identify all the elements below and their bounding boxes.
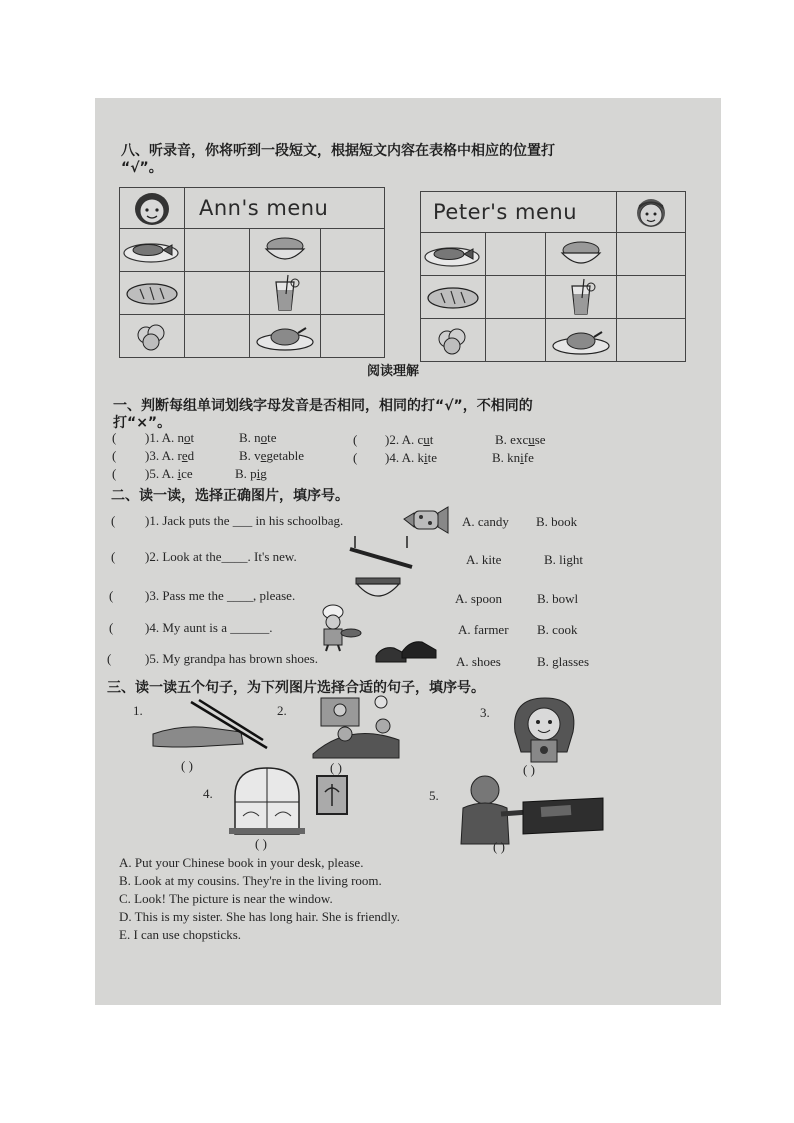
juice-glass-icon: [546, 276, 616, 318]
vegetable-icon: [421, 319, 485, 361]
part1-instruction-line1: 一、判断每组单词划线字母发音是否相同，相同的打“√”，不相同的: [113, 398, 533, 414]
fish-plate-icon: [120, 229, 184, 271]
question-2-1: )1. Jack puts the ___ in his schoolbag.: [145, 513, 344, 528]
rice-bowl-icon: [250, 229, 320, 271]
answer-paren[interactable]: (: [112, 466, 117, 481]
answer-paren[interactable]: (: [109, 620, 114, 635]
peter-avatar-cell: [617, 192, 686, 233]
section8-instruction-line2: “√”。: [121, 160, 163, 176]
answer-blank-1[interactable]: ( ): [181, 758, 193, 773]
ann-answer-cell[interactable]: [185, 272, 250, 315]
option-a[interactable]: A. farmer: [458, 622, 509, 637]
question-2-5: )5. My grandpa has brown shoes.: [145, 651, 318, 666]
ann-answer-cell[interactable]: [321, 272, 385, 315]
peter-answer-cell[interactable]: [617, 233, 686, 276]
phonics-item-4: )4. A. kite: [385, 450, 438, 465]
phonics-item-1: )1. A. not: [145, 430, 195, 445]
peter-juice-cell: [546, 276, 617, 319]
picture-number-3: 3.: [480, 705, 490, 720]
peter-fish-cell: [421, 233, 486, 276]
desk-book-picture: [445, 768, 605, 846]
phonics-item-2-b: B. excuse: [495, 432, 546, 447]
option-b[interactable]: B. glasses: [537, 654, 589, 669]
answer-blank-2[interactable]: ( ): [330, 760, 342, 775]
answer-paren[interactable]: (: [353, 432, 358, 447]
part3-instruction: 三、读一读五个句子，为下列图片选择合适的句子，填序号。: [107, 680, 485, 696]
peter-answer-cell[interactable]: [486, 276, 546, 319]
ann-juice-cell: [250, 272, 321, 315]
ann-vegetable-cell: [120, 315, 185, 358]
phonics-item-5-b: B. pig: [235, 466, 267, 481]
answer-blank-5[interactable]: ( ): [493, 839, 505, 854]
ann-answer-cell[interactable]: [185, 229, 250, 272]
peter-answer-cell[interactable]: [486, 319, 546, 362]
sister-picture: [505, 692, 583, 764]
sentence-d: D. This is my sister. She has long hair. She is friendly.: [119, 909, 400, 924]
option-a[interactable]: A. spoon: [455, 591, 502, 606]
peter-menu-table: [420, 191, 686, 362]
answer-blank-4[interactable]: ( ): [255, 836, 267, 851]
chicken-plate-icon: [250, 315, 320, 357]
part1-instruction-line2: 打“×”。: [113, 415, 172, 431]
ann-avatar-cell: [120, 188, 185, 229]
option-b[interactable]: B. bowl: [537, 591, 579, 606]
question-2-3: )3. Pass me the ____, please.: [145, 588, 296, 603]
ann-answer-cell[interactable]: [321, 315, 385, 358]
bread-icon: [120, 272, 184, 314]
answer-paren[interactable]: (: [107, 651, 112, 666]
rice-bowl-icon: [546, 233, 616, 275]
phonics-item-5: )5. A. ice: [145, 466, 193, 481]
ann-answer-cell[interactable]: [321, 229, 385, 272]
phonics-item-2: )2. A. cut: [385, 432, 434, 447]
answer-paren[interactable]: (: [111, 513, 116, 528]
answer-paren[interactable]: (: [111, 549, 116, 564]
answer-paren[interactable]: (: [353, 450, 358, 465]
ann-bread-cell: [120, 272, 185, 315]
peter-menu-title: Peter's menu: [433, 200, 578, 224]
peter-vegetable-cell: [421, 319, 486, 362]
cook-icon: [309, 603, 363, 653]
bread-icon: [421, 276, 485, 318]
fish-plate-icon: [421, 233, 485, 275]
answer-paren[interactable]: (: [109, 588, 114, 603]
window-picture: [227, 764, 307, 836]
picture-frame-icon: [315, 774, 349, 816]
worksheet-page: [95, 98, 721, 1005]
ann-menu-table: [119, 187, 385, 358]
vegetable-icon: [120, 315, 184, 357]
peter-answer-cell[interactable]: [617, 319, 686, 362]
answer-blank-3[interactable]: ( ): [523, 762, 535, 777]
peter-rice-cell: [546, 233, 617, 276]
option-a[interactable]: A. candy: [462, 514, 509, 529]
peter-chicken-cell: [546, 319, 617, 362]
ann-rice-cell: [250, 229, 321, 272]
picture-number-1: 1.: [133, 703, 143, 718]
peter-bread-cell: [421, 276, 486, 319]
option-b[interactable]: B. light: [544, 552, 584, 567]
ann-chicken-cell: [250, 315, 321, 358]
ann-answer-cell[interactable]: [185, 315, 250, 358]
peter-answer-cell[interactable]: [486, 233, 546, 276]
part2-instruction: 二、读一读，选择正确图片，填序号。: [111, 488, 349, 504]
picture-number-5: 5.: [429, 788, 439, 803]
option-a[interactable]: A. shoes: [456, 654, 501, 669]
sentence-b: B. Look at my cousins. They're in the living room.: [119, 873, 382, 888]
ann-menu-title: Ann's menu: [199, 196, 329, 220]
chopsticks-picture: [151, 698, 269, 754]
phonics-item-4-b: B. knife: [492, 450, 534, 465]
phonics-item-3: )3. A. red: [145, 448, 195, 463]
ann-fish-cell: [120, 229, 185, 272]
boy-face-icon: [617, 192, 685, 232]
phonics-item-1-b: B. note: [239, 430, 277, 445]
reading-comprehension-title: 阅读理解: [367, 364, 420, 379]
question-2-4: )4. My aunt is a ______.: [145, 620, 273, 635]
picture-number-2: 2.: [277, 703, 287, 718]
girl-face-icon: [120, 188, 184, 228]
option-b[interactable]: B. cook: [537, 622, 578, 637]
answer-paren[interactable]: (: [112, 430, 117, 445]
answer-paren[interactable]: (: [112, 448, 117, 463]
option-b[interactable]: B. book: [536, 514, 578, 529]
bowl-icon: [352, 574, 404, 604]
sentence-a: A. Put your Chinese book in your desk, please.: [119, 855, 364, 870]
question-2-2: )2. Look at the____. It's new.: [145, 549, 297, 564]
peter-answer-cell[interactable]: [617, 276, 686, 319]
sentence-c: C. Look! The picture is near the window.: [119, 891, 333, 906]
juice-glass-icon: [250, 272, 320, 314]
option-a[interactable]: A. kite: [466, 552, 502, 567]
sentence-e: E. I can use chopsticks.: [119, 927, 242, 942]
light-icon: [347, 534, 415, 576]
shoes-icon: [372, 636, 440, 668]
section8-instruction-line1: 八、听录音，你将听到一段短文，根据短文内容在表格中相应的位置打: [121, 143, 555, 159]
picture-number-4: 4.: [203, 786, 213, 801]
living-room-picture: [309, 692, 405, 760]
chicken-plate-icon: [546, 319, 616, 361]
phonics-item-3-b: B. vegetable: [239, 448, 304, 463]
